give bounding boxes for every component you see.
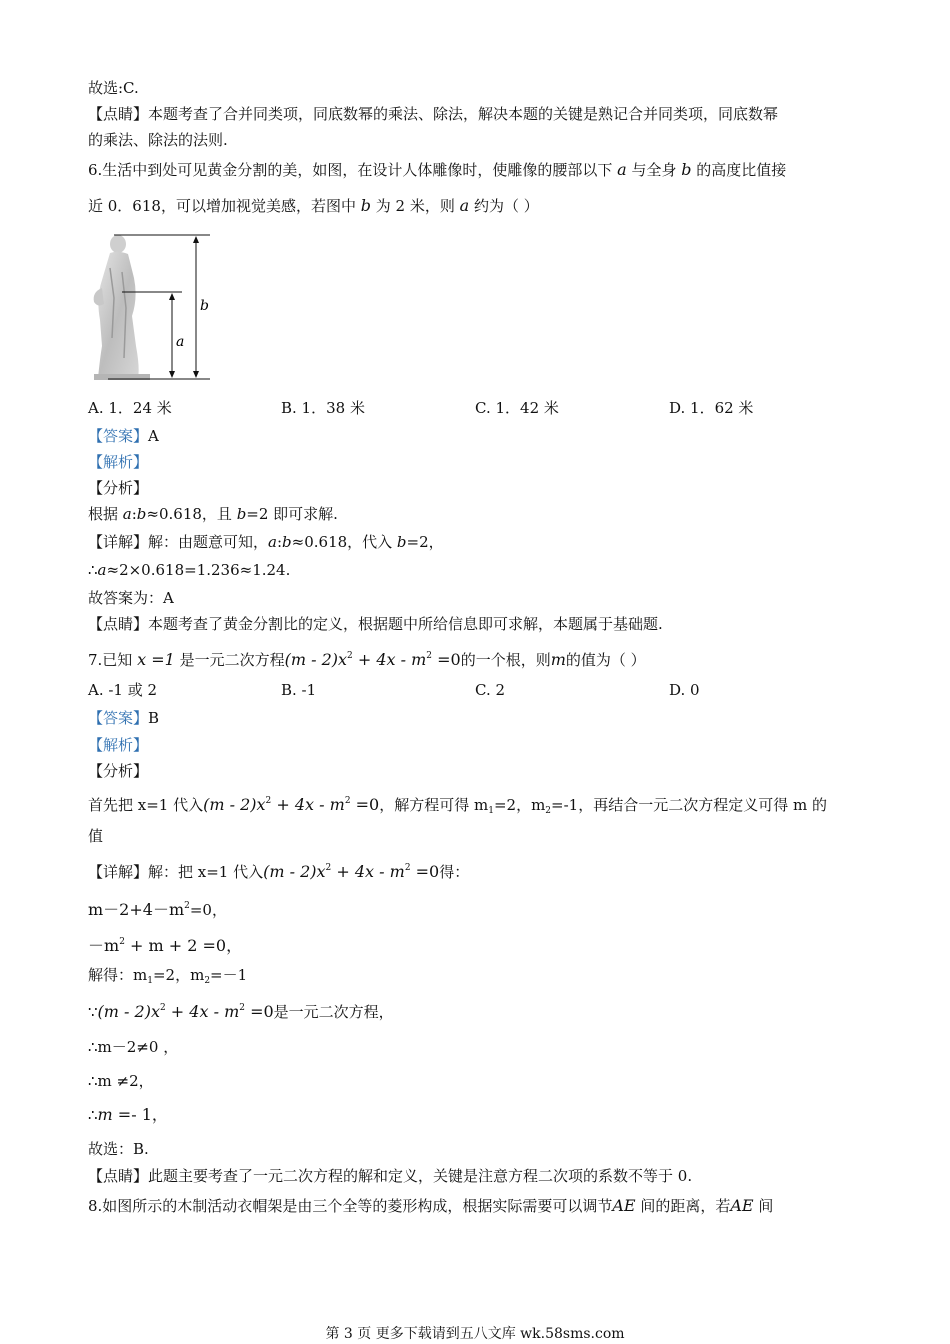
math-line: ∴m－2≠0 ， (88, 1038, 179, 1056)
statue-body (98, 252, 139, 378)
option-d: D. 1．62 米 (669, 399, 754, 417)
arrow-up-icon (169, 293, 175, 300)
text-line: ∴a≈2×0.618=1.236≈1.24. (88, 561, 291, 579)
text-line: 【点睛】此题主要考查了一元二次方程的解和定义，关键是注意方程二次项的系数不等于 0. (88, 1167, 693, 1185)
option-a: A. 1．24 米 (88, 399, 172, 417)
text-line: 故答案为：A (88, 589, 174, 607)
text-line: 的乘法、除法的法则. (88, 131, 228, 149)
text-line: 首先把 x=1 代入$(m - 2)x^2 + 4x - m^2 =0$，解方程可得 $m_1=2$，$m_2=-1$，再结合一元二次方程定义可得 m 的 (88, 795, 827, 816)
text-line: 故选：B. (88, 1140, 149, 1158)
text-line: 【详解】解：把 x=1 代入$(m - 2)x^2 + 4x - m^2 =0$得： (88, 862, 470, 881)
analysis-subheading: 【分析】 (88, 762, 149, 780)
question-6-stem: 6.生活中到处可见黄金分割的美，如图，在设计人体雕像时，使雕像的腰部以下 a 与全身 b 的高度比值接 (88, 160, 787, 179)
math-line: ∴m =- 1， (88, 1105, 168, 1124)
text-line: 【详解】解：由题意可知，a:b≈0.618，代入 b=2， (88, 533, 444, 551)
text-line: 【点睛】本题考查了黄金分割比的定义，根据题中所给信息即可求解，本题属于基础题. (88, 615, 663, 633)
text-line: 值 (88, 827, 104, 845)
option-a: A. -1 或 2 (88, 681, 158, 699)
text-line: 【点睛】本题考查了合并同类项，同底数幂的乘法、除法，解决本题的关键是熟记合并同类项，同底数幂 (88, 105, 779, 123)
arrow-up-icon (193, 236, 199, 243)
text-line: 故选:C. (88, 79, 139, 97)
arrow-down-icon (193, 371, 199, 378)
statue-diagram (88, 228, 218, 386)
answer-line: 【答案】B (88, 709, 160, 727)
question-8-stem: 8.如图所示的木制活动衣帽架是由三个全等的菱形构成，根据实际需要可以调节AE 间的距离，若AE 间 (88, 1196, 774, 1215)
text-line: 根据 a:b≈0.618，且 b=2 即可求解. (88, 505, 338, 523)
question-7-stem: 7.已知 x =1 是一元二次方程$(m - 2)x^2 + 4x - m^2 =0$的一个根，则m的值为（ ） (88, 650, 646, 669)
option-c: C. 1．42 米 (475, 399, 559, 417)
option-d: D. 0 (669, 681, 700, 699)
label-a: a (176, 334, 185, 350)
answer-line: 【答案】A (88, 427, 159, 445)
page-footer: 第 3 页 更多下载请到五八文库 wk.58sms.com (325, 1326, 625, 1342)
statue-head (110, 235, 126, 253)
text-line: 解得：$m_1=2$，$m_2=-1$ (88, 966, 248, 986)
math-line: ∵(m - $2)x^2 + 4x - m^2 =0$是一元二次方程， (88, 1002, 394, 1021)
option-b: B. -1 (281, 681, 317, 699)
analysis-subheading: 【分析】 (88, 479, 149, 497)
statue-figure (88, 228, 218, 386)
arrow-down-icon (169, 371, 175, 378)
analysis-heading: 【解析】 (88, 453, 149, 471)
math-line: $-m^2 + m + 2 =0$， (88, 936, 243, 955)
option-b: B. 1．38 米 (281, 399, 365, 417)
question-6-stem-cont: 近 0．618，可以增加视觉美感，若图中 b 为 2 米，则 a 约为（ ） (88, 196, 539, 215)
label-b: b (200, 298, 209, 314)
math-line: $m-2+4-m^2=0$， (88, 900, 227, 919)
math-line: ∴m ≠2， (88, 1072, 154, 1090)
option-c: C. 2 (475, 681, 506, 699)
analysis-heading: 【解析】 (88, 736, 149, 754)
